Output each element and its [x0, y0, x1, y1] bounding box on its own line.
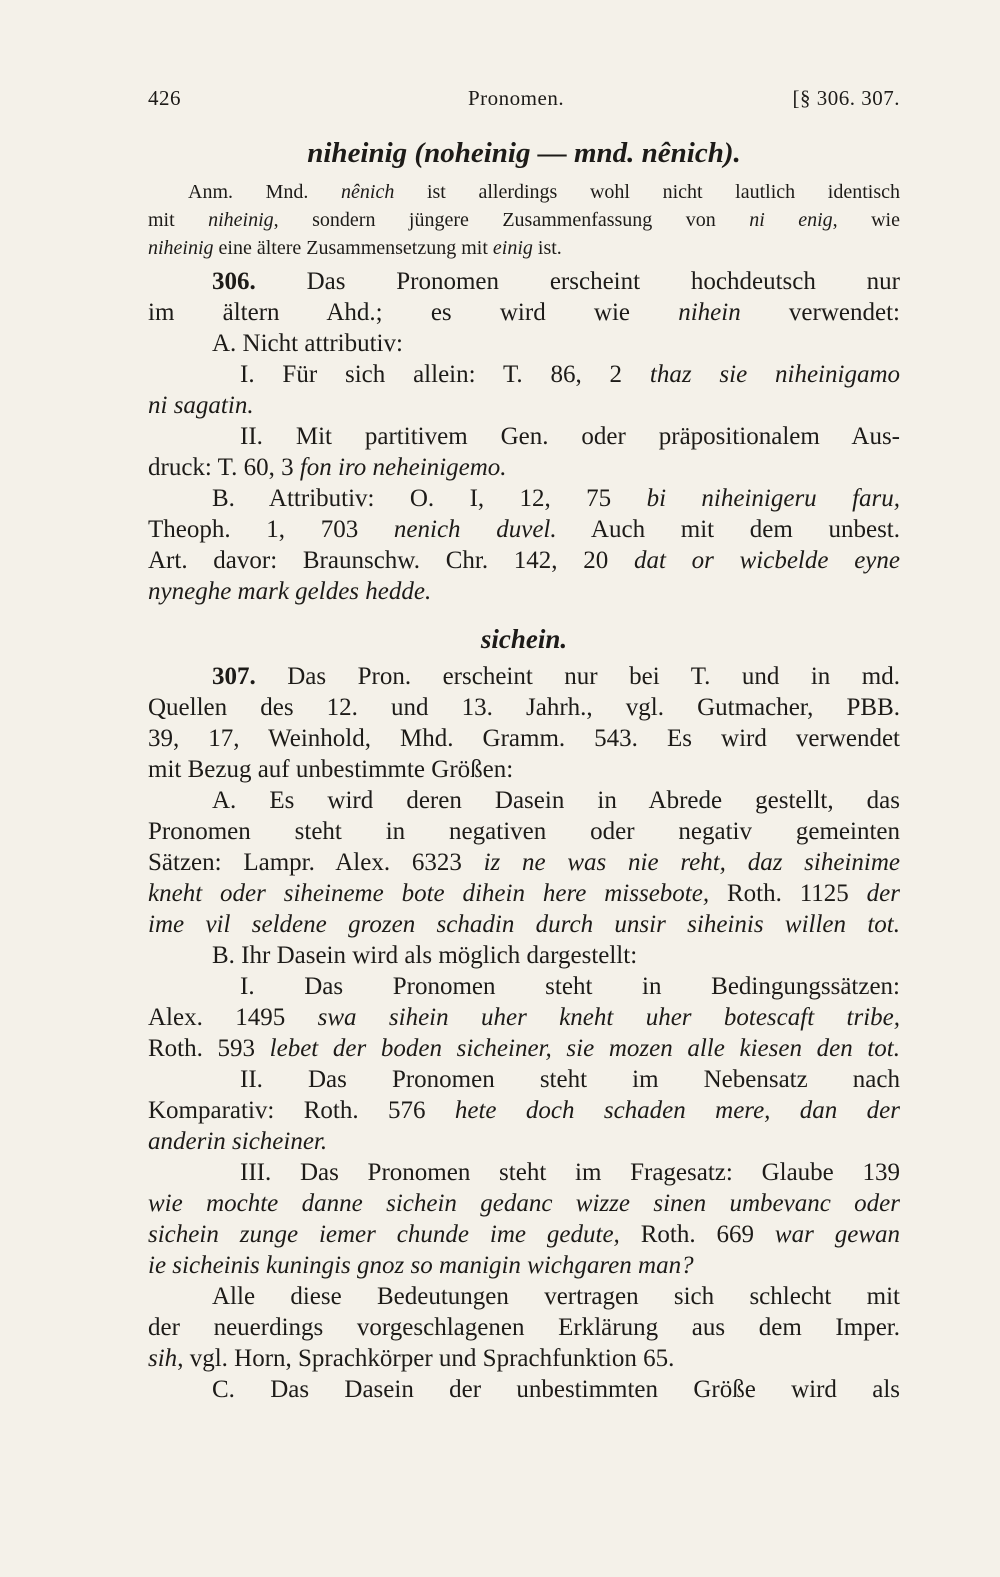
- page-number: 426: [148, 86, 181, 110]
- text-line: Art. davor: Braunschw. Chr. 142, 20 dat or wicbelde eyne: [148, 547, 900, 574]
- text-line: Komparativ: Roth. 576 hete doch schaden mere, dan der: [148, 1097, 900, 1124]
- text-line: III. Das Pronomen steht im Fragesatz: Glaube 139: [240, 1159, 900, 1186]
- running-title: Pronomen.: [468, 86, 565, 110]
- text-line: ime vil seldene grozen schadin durch unsir siheinis willen tot.: [148, 911, 900, 938]
- text-line: ni sagatin.: [148, 392, 254, 419]
- text-line: 306. Das Pronomen erscheint hochdeutsch nur: [212, 268, 900, 295]
- text-line: II. Das Pronomen steht im Nebensatz nach: [240, 1066, 900, 1093]
- text-line: ie sicheinis kuningis gnoz so manigin wichgaren man?: [148, 1252, 694, 1279]
- text-line: druck: T. 60, 3 fon iro neheinigemo.: [148, 454, 507, 481]
- text-line: wie mochte danne sichein gedanc wizze sinen umbevanc oder: [148, 1190, 900, 1217]
- text-line: II. Mit partitivem Gen. oder präpositionalem Aus-: [240, 423, 900, 450]
- page-body-text: [148, 138, 900, 1405]
- text-line: B. Attributiv: O. I, 12, 75 bi niheinigeru faru,: [212, 485, 900, 512]
- text-line: im ältern Ahd.; es wird wie nihein verwendet:: [148, 299, 900, 326]
- text-line: I. Das Pronomen steht in Bedingungssätzen:: [240, 973, 900, 1000]
- text-line: Quellen des 12. und 13. Jahrh., vgl. Gutmacher, PBB.: [148, 694, 900, 721]
- text-line: anderin sicheiner.: [148, 1128, 328, 1155]
- text-line: Alle diese Bedeutungen vertragen sich schlecht mit: [212, 1283, 900, 1310]
- text-line: Sätzen: Lampr. Alex. 6323 iz ne was nie reht, daz siheinime: [148, 849, 900, 876]
- text-line: niheinig eine ältere Zusammensetzung mit einig ist.: [148, 237, 562, 259]
- text-line: niheinig (noheinig — mnd. nênich).: [307, 138, 741, 169]
- text-line: der neuerdings vorgeschlagenen Erklärung aus dem Imper.: [148, 1314, 900, 1341]
- text-line: Pronomen steht in negativen oder negativ gemeinten: [148, 818, 900, 845]
- text-line: sih, vgl. Horn, Sprachkörper und Sprachfunktion 65.: [148, 1345, 675, 1372]
- running-header: [148, 86, 900, 116]
- text-line: I. Für sich allein: T. 86, 2 thaz sie niheinigamo: [240, 361, 900, 388]
- section-reference: [§ 306. 307.: [792, 86, 900, 110]
- text-line: sichein.: [480, 624, 568, 654]
- text-line: Theoph. 1, 703 nenich duvel. Auch mit dem unbest.: [148, 516, 900, 543]
- text-line: kneht oder siheineme bote dihein here missebote, Roth. 1125 der: [148, 880, 900, 907]
- text-line: Anm. Mnd. nênich ist allerdings wohl nicht lautlich identisch: [188, 181, 900, 203]
- text-line: 307. Das Pron. erscheint nur bei T. und in md.: [212, 663, 900, 690]
- text-line: B. Ihr Dasein wird als möglich dargestellt:: [212, 942, 638, 969]
- text-line: Alex. 1495 swa sihein uher kneht uher botescaft tribe,: [148, 1004, 900, 1031]
- text-line: A. Nicht attributiv:: [212, 330, 403, 357]
- text-line: A. Es wird deren Dasein in Abrede gestellt, das: [212, 787, 900, 814]
- text-line: 39, 17, Weinhold, Mhd. Gramm. 543. Es wird verwendet: [148, 725, 900, 752]
- text-line: C. Das Dasein der unbestimmten Größe wird als: [212, 1376, 900, 1403]
- text-line: mit niheinig, sondern jüngere Zusammenfassung von ni enig, wie: [148, 209, 900, 231]
- text-line: mit Bezug auf unbestimmte Größen:: [148, 756, 514, 783]
- text-line: nyneghe mark geldes hedde.: [148, 578, 432, 605]
- text-line: sichein zunge iemer chunde ime gedute, Roth. 669 war gewan: [148, 1221, 900, 1248]
- text-line: Roth. 593 lebet der boden sicheiner, sie mozen alle kiesen den tot.: [148, 1035, 900, 1062]
